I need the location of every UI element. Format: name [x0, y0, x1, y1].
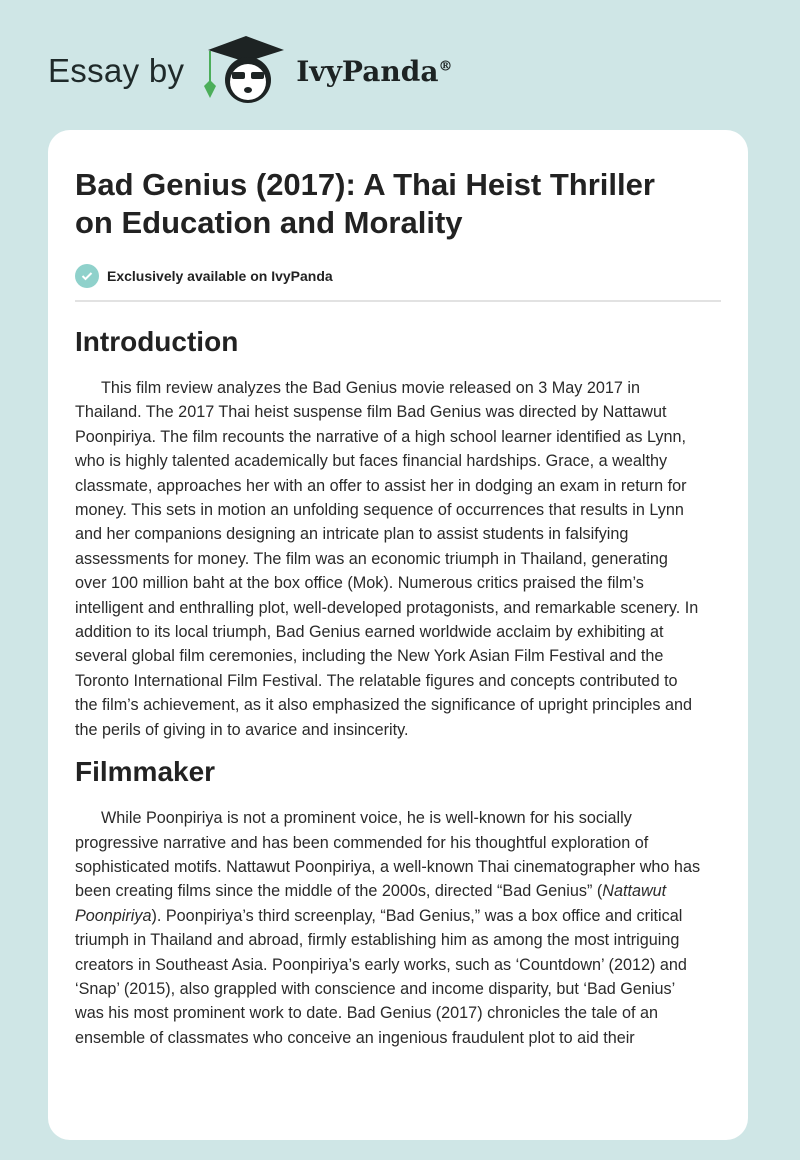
paragraph-line: Poonpiriya. The film recounts the narrative of a high school learner identified as Lynn,: [75, 427, 686, 446]
title-line: on Education and Morality: [75, 205, 463, 240]
paragraph-line: triumph in Thailand and abroad, firmly establishing him as among the most intriguing: [75, 931, 680, 950]
brand-name: IvyPanda: [296, 54, 439, 88]
paragraph-line: Toronto International Film Festival. The relatable figures and concepts contributed to: [75, 671, 678, 690]
paragraph-line: assessments for money. The film was an economic triumph in Thailand, generating: [75, 549, 668, 568]
paragraph-line: several global film ceremonies, including the New York Asian Film Festival and the: [75, 647, 664, 666]
paragraph-line: been creating films since the middle of the 2000s, directed “Bad Genius” (Nattawut: [75, 882, 667, 901]
paragraph-line: Thailand. The 2017 Thai heist suspense film Bad Genius was directed by Nattawut: [75, 403, 667, 422]
paragraph-line: addition to its local triumph, Bad Genius earned worldwide acclaim by exhibiting at: [75, 623, 664, 642]
ivypanda-panda-logo-icon: [202, 36, 290, 106]
paragraph-line: over 100 million baht at the box office (Mok). Numerous critics praised the film’s: [75, 574, 644, 593]
paragraph-line: and her companions designing an intricate plan to assist students in falsifying: [75, 525, 629, 544]
paragraph-line: intelligent and enthralling plot, well-developed protagonists, and remarkable scenery. In: [75, 598, 699, 617]
essay-card: [48, 130, 748, 1140]
section-paragraph: [75, 806, 721, 1050]
paragraph-line: sophisticated motifs. Nattawut Poonpiriya, a well-known Thai cinematographer who has: [75, 857, 701, 876]
paragraph-line: who is highly talented academically but faces financial hardships. Grace, a wealthy: [75, 452, 668, 471]
section-heading: Introduction: [75, 326, 239, 357]
paragraph-line: ensemble of classmates who conceive an ingenious fraudulent plot to aid their: [75, 1028, 635, 1047]
section-paragraph: [75, 376, 721, 742]
paragraph-line: progressive narrative and has been commended for his thoughtful exploration of: [75, 833, 649, 852]
registered-mark: ®: [438, 58, 453, 75]
check-circle-icon: [75, 264, 99, 288]
paragraph-line: the perils of giving in to avarice and insincerity.: [75, 720, 409, 739]
paragraph-line: While Poonpiriya is not a prominent voice, he is well-known for his socially: [101, 809, 632, 828]
exclusive-badge: [75, 264, 721, 288]
ivypanda-brand[interactable]: [296, 55, 452, 88]
essay-title: [75, 166, 721, 242]
exclusive-badge-text: Exclusively available on IvyPanda: [107, 268, 333, 284]
title-line: Bad Genius (2017): A Thai Heist Thriller: [75, 167, 655, 202]
paragraph-line: This film review analyzes the Bad Genius movie released on 3 May 2017 in: [101, 379, 640, 397]
section-heading: Filmmaker: [75, 756, 216, 788]
paragraph-line: Poonpiriya). Poonpiriya’s third screenplay, “Bad Genius,” was a box office and critical: [75, 906, 683, 925]
paragraph-line: ‘Snap’ (2015), also grappled with conscience and income disparity, but ‘Bad Genius’: [75, 979, 676, 998]
essay-by-label: Essay by: [48, 52, 185, 89]
divider: [75, 300, 721, 302]
paragraph-line: classmate, approaches her with an offer to assist her in dodging an exam in return for: [75, 476, 687, 495]
paragraph-line: was his most prominent work to date. Bad Genius (2017) chronicles the tale of an: [75, 1004, 659, 1023]
site-header: [48, 36, 452, 106]
paragraph-line: creators in Southeast Asia. Poonpiriya’s early works, such as ‘Countdown’ (2012) and: [75, 955, 687, 974]
paragraph-line: money. This sets in motion an unfolding sequence of occurrences that results in Lynn: [75, 501, 684, 520]
paragraph-line: the film’s achievement, as it also emphasized the significance of upright principles and: [75, 696, 692, 715]
